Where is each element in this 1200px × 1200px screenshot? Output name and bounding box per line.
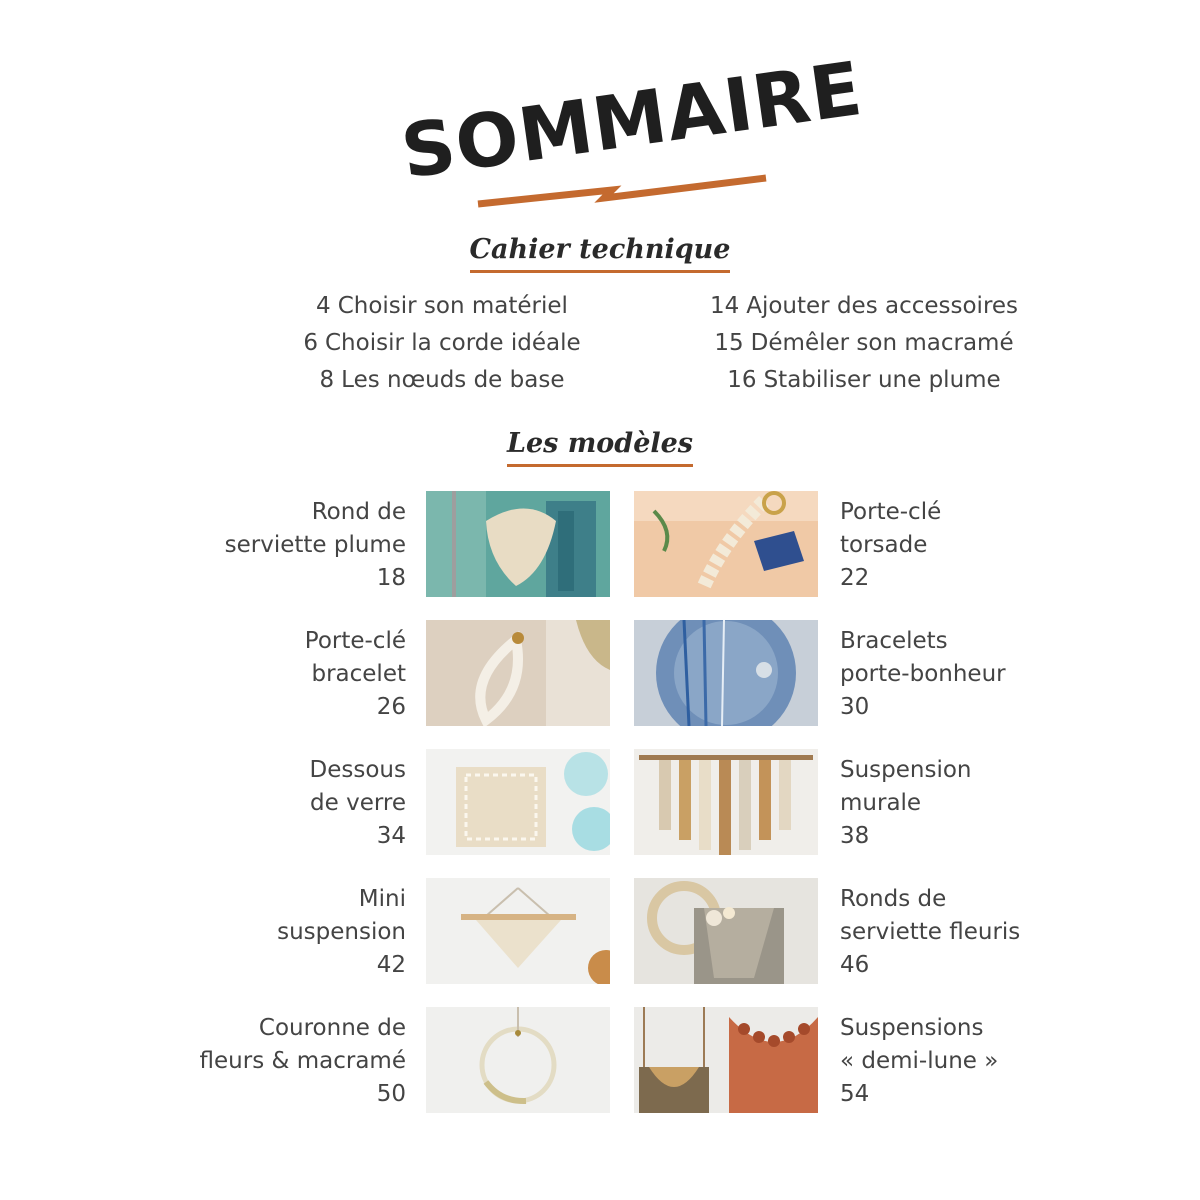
toc-item[interactable]: 6 Choisir la corde idéale xyxy=(303,330,581,356)
twisted-keychain-photo[interactable] xyxy=(634,491,818,597)
model-title-line: « demi-lune » xyxy=(840,1048,999,1074)
model-page-number: 38 xyxy=(840,823,870,849)
model-title-line: Couronne de xyxy=(258,1015,406,1041)
toc-item[interactable]: 8 Les nœuds de base xyxy=(319,367,565,393)
model-entry[interactable] xyxy=(196,1012,406,1111)
model-page-number: 22 xyxy=(840,565,870,591)
model-title-line: fleurs & macramé xyxy=(199,1048,406,1074)
model-entry[interactable] xyxy=(840,754,1050,853)
model-entry[interactable] xyxy=(196,754,406,853)
model-page-number: 50 xyxy=(376,1081,406,1107)
flowered-napkin-rings-photo[interactable] xyxy=(634,878,818,984)
model-title-line: Ronds de xyxy=(840,886,947,912)
model-page-number: 46 xyxy=(840,952,870,978)
model-page-number: 34 xyxy=(376,823,406,849)
model-title-line: torsade xyxy=(840,532,928,558)
bracelet-keychain-photo[interactable] xyxy=(426,620,610,726)
coaster-photo[interactable] xyxy=(426,749,610,855)
toc-item[interactable]: 16 Stabiliser une plume xyxy=(727,367,1001,393)
model-title-line: suspension xyxy=(277,919,406,945)
model-entry[interactable] xyxy=(840,496,1050,595)
model-title-line: Suspension xyxy=(840,757,972,783)
model-entry[interactable] xyxy=(840,625,1050,724)
model-entry[interactable] xyxy=(840,883,1050,982)
teal-feather-napkin-ring-photo[interactable] xyxy=(426,491,610,597)
model-title-line: serviette plume xyxy=(224,532,406,558)
half-moon-hangings-photo[interactable] xyxy=(634,1007,818,1113)
model-entry[interactable] xyxy=(196,496,406,595)
lucky-bracelets-photo[interactable] xyxy=(634,620,818,726)
model-entry[interactable] xyxy=(196,883,406,982)
wall-hanging-photo[interactable] xyxy=(634,749,818,855)
model-page-number: 18 xyxy=(376,565,406,591)
technique-heading: Cahier technique xyxy=(0,234,1200,273)
toc-item[interactable]: 15 Démêler son macramé xyxy=(714,330,1014,356)
mini-hanging-photo[interactable] xyxy=(426,878,610,984)
technique-list-left xyxy=(232,288,652,399)
model-title-line: Rond de xyxy=(311,499,406,525)
model-page-number: 26 xyxy=(376,694,406,720)
model-title-line: Suspensions xyxy=(840,1015,984,1041)
flower-wreath-photo[interactable] xyxy=(426,1007,610,1113)
model-title-line: de verre xyxy=(310,790,406,816)
technique-list-right xyxy=(654,288,1074,399)
model-title-line: Bracelets xyxy=(840,628,948,654)
model-title-line: Dessous xyxy=(309,757,406,783)
model-page-number: 30 xyxy=(840,694,870,720)
models-heading: Les modèles xyxy=(0,428,1200,467)
model-title-line: murale xyxy=(840,790,922,816)
model-title-line: bracelet xyxy=(311,661,406,687)
model-title-line: Mini xyxy=(358,886,406,912)
model-page-number: 54 xyxy=(840,1081,870,1107)
toc-item[interactable]: 4 Choisir son matériel xyxy=(316,293,568,319)
model-entry[interactable] xyxy=(196,625,406,724)
title-underline xyxy=(472,168,772,208)
model-title-line: Porte-clé xyxy=(304,628,406,654)
toc-item[interactable]: 14 Ajouter des accessoires xyxy=(709,293,1019,319)
page-title: SOMMAIRE xyxy=(396,45,868,196)
model-title-line: porte-bonheur xyxy=(840,661,1006,687)
model-title-line: serviette fleuris xyxy=(840,919,1021,945)
model-page-number: 42 xyxy=(376,952,406,978)
model-title-line: Porte-clé xyxy=(840,499,942,525)
model-entry[interactable] xyxy=(840,1012,1050,1111)
